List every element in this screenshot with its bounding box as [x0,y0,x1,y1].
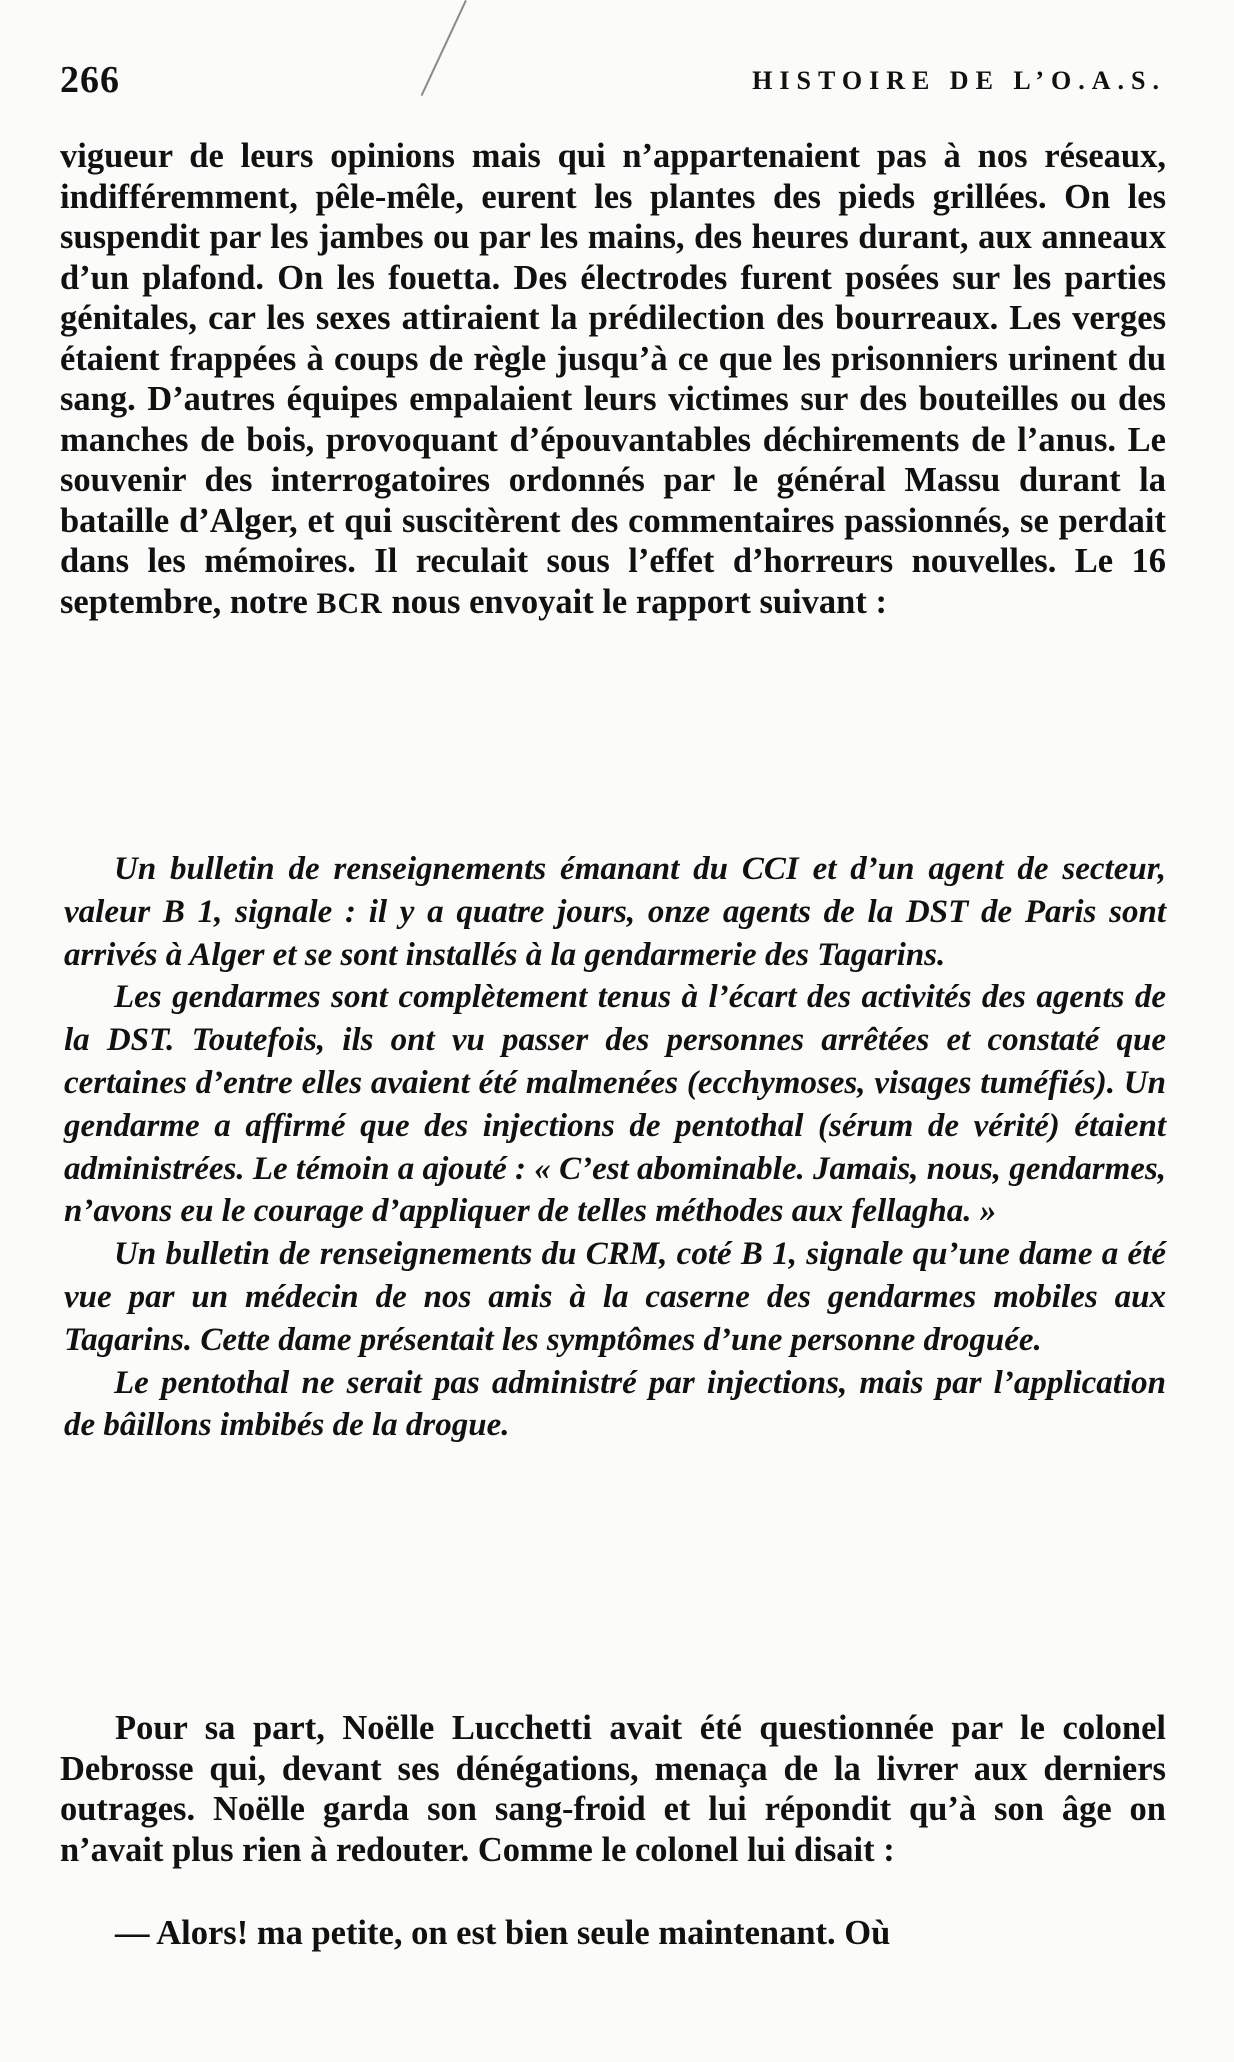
page-header [60,58,1166,108]
running-title: HISTOIRE DE L’O.A.S. [752,66,1166,95]
quote-paragraph: Un bulletin de renseignements du CRM, coté B 1, signale qu’une dame a été vue par un médecin de nos amis à la caserne des gendarmes mobiles aux Tagarins. Cette dame présentait les symptômes d’une personne droguée. [64,1236,1166,1358]
bcr-abbreviation: BCR [316,586,383,620]
quote-paragraph: Le pentothal ne serait pas administré par injections, mais par l’application de bâillons imbibés de la drogue. [64,1364,1166,1444]
quoted-report [64,848,1166,1447]
body-paragraph-2: Pour sa part, Noëlle Lucchetti avait été questionnée par le colonel Debrosse qui, devant ses dénégations, menaça de la livrer aux derniers outrages. Noëlle garda son sang-froid et lui répondit qu’à son âge on n’avait plus rien à redouter. Comme le colonel lui disait : [60,1709,1166,1869]
page-number: 266 [60,59,120,101]
body-paragraph-1 [60,136,1166,624]
quote-paragraph: Les gendarmes sont complètement tenus à l’écart des activités des agents de la DST. Toutefois, ils ont vu passer des personnes arrêtées et constaté que certaines d’entre elles avaient été malmenées (ecchymoses, visages tuméfiés). Un gendarme a affirmé que des injections de pentothal (sérum de vérité) étaient administrées. Le témoin a ajouté : « C’est abominable. Jamais, nous, gendarmes, n’avons eu le courage d’appliquer de telles méthodes aux fellagha. » [64,979,1166,1230]
paragraph-1-end: nous envoyait le rapport suivant : [382,582,887,621]
quote-paragraph: Un bulletin de renseignements émanant du CCI et d’un agent de secteur, valeur B 1, signale : il y a quatre jours, onze agents de la DST de Paris sont arrivés à Alger et se sont installés à la gendarmerie des Tagarins. [64,851,1166,973]
body-paragraph-3: — Alors! ma petite, on est bien seule maintenant. Où [115,1914,891,1952]
paragraph-1-text: vigueur de leurs opinions mais qui n’appartenaient pas à nos réseaux, indifféremment, pêle-mêle, eurent les plantes des pieds grillées. On les suspendit par les jambes ou par les mains, des heures durant, aux anneaux d’un plafond. On les fouetta. Des électrodes furent posées sur les parties génitales, car les sexes attiraient la prédilection des bourreaux. Les verges étaient frappées à coups de règle jusqu’à ce que les prisonniers urinent du sang. D’autres équipes empalaient leurs victimes sur des bouteilles ou des manches de bois, provoquant d’épouvantables déchirements de l’anus. Le souvenir des interrogatoires ordonnés par le général Massu durant la bataille d’Alger, et qui suscitèrent des commentaires passionnés, se perdait dans les mémoires. Il reculait sous l’effet d’horreurs nouvelles. Le 16 septembre, notre [60,137,1166,621]
